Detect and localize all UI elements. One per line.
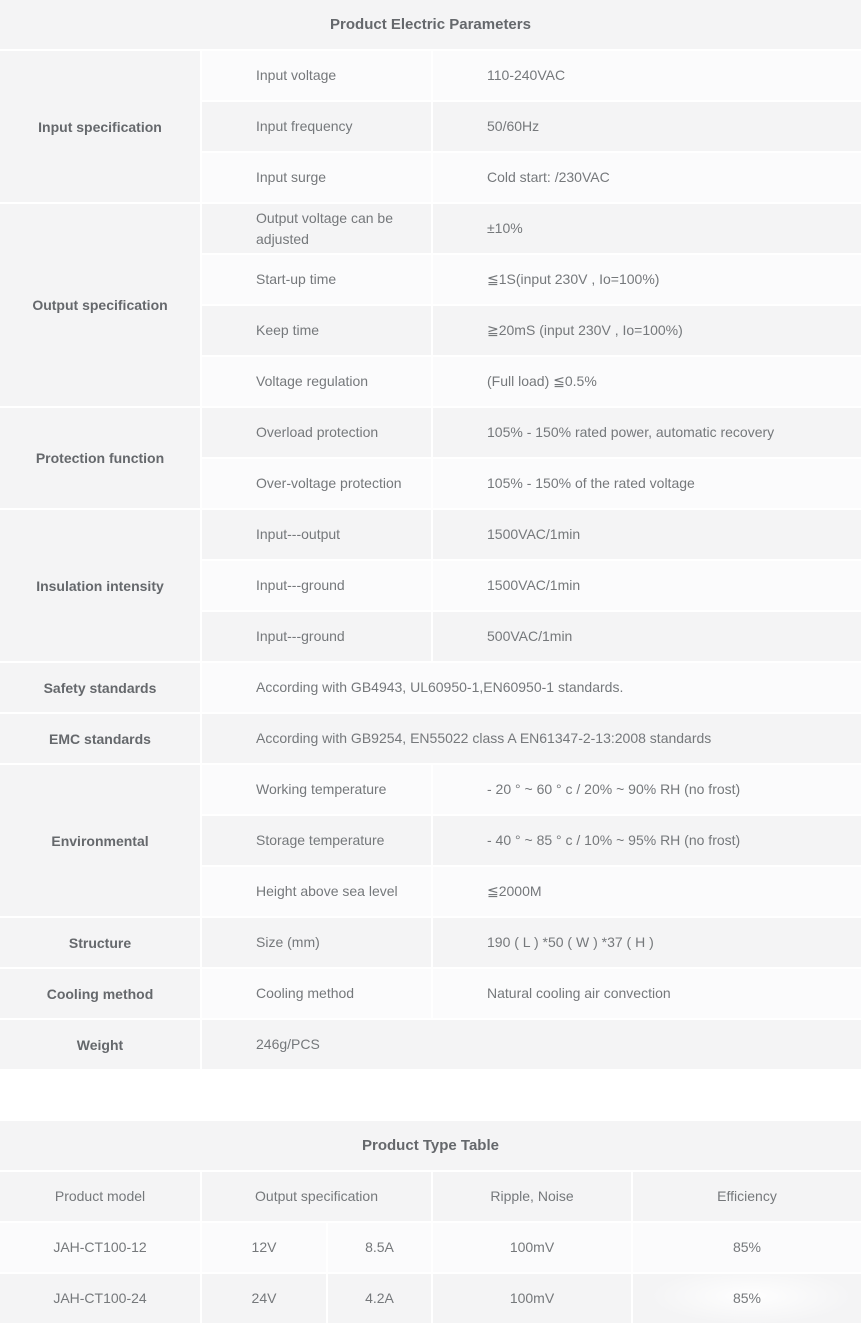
spec-param: Input---ground	[202, 612, 431, 661]
spec-value-merged: According with GB4943, UL60950-1,EN60950-1 standards.	[202, 663, 861, 712]
group-label-environmental: Environmental	[0, 765, 200, 916]
col-header-ripple-noise: Ripple, Noise	[433, 1172, 631, 1221]
spec-value: 50/60Hz	[433, 102, 861, 151]
type-row-ripple: 100mV	[433, 1223, 631, 1272]
type-row-model: JAH-CT100-12	[0, 1223, 200, 1272]
group-label-cooling-method: Cooling method	[0, 969, 200, 1018]
spec-param: Start-up time	[202, 255, 431, 304]
type-row-current: 4.2A	[328, 1274, 431, 1323]
spec-value-merged: 246g/PCS	[202, 1020, 861, 1069]
spec-value: - 20 ° ~ 60 ° c / 20% ~ 90% RH (no frost)	[433, 765, 861, 814]
spec-value: 190 ( L ) *50 ( W ) *37 ( H )	[433, 918, 861, 967]
spec-param: Over-voltage protection	[202, 459, 431, 508]
spec-value: Cold start: /230VAC	[433, 153, 861, 202]
spec-value: 500VAC/1min	[433, 612, 861, 661]
spec-value: 110-240VAC	[433, 51, 861, 100]
spec-param: Input---output	[202, 510, 431, 559]
spec-value: 105% - 150% rated power, automatic recovery	[433, 408, 861, 457]
col-header-product-model: Product model	[0, 1172, 200, 1221]
spec-param: Keep time	[202, 306, 431, 355]
spec-value: 1500VAC/1min	[433, 510, 861, 559]
group-label-insulation-intensity: Insulation intensity	[0, 510, 200, 661]
spec-value: ≦2000M	[433, 867, 861, 916]
type-row-efficiency: 85%	[633, 1274, 861, 1323]
spec-value: ≧20mS (input 230V , Io=100%)	[433, 306, 861, 355]
group-label-output-specification: Output specification	[0, 204, 200, 406]
spec-value: - 40 ° ~ 85 ° c / 10% ~ 95% RH (no frost)	[433, 816, 861, 865]
spec-value: (Full load) ≦0.5%	[433, 357, 861, 406]
spec-value: ≦1S(input 230V , Io=100%)	[433, 255, 861, 304]
type-row-current: 8.5A	[328, 1223, 431, 1272]
spec-param: Input frequency	[202, 102, 431, 151]
spec-param: Output voltage can be adjusted	[202, 204, 431, 253]
group-label-safety-standards: Safety standards	[0, 663, 200, 712]
product-type-table	[0, 1121, 861, 1323]
type-row-ripple: 100mV	[433, 1274, 631, 1323]
spec-param: Cooling method	[202, 969, 431, 1018]
spec-param: Working temperature	[202, 765, 431, 814]
col-header-output-specification: Output specification	[202, 1172, 431, 1221]
spec-param: Input---ground	[202, 561, 431, 610]
group-label-weight: Weight	[0, 1020, 200, 1069]
col-header-efficiency: Efficiency	[633, 1172, 861, 1221]
spec-value-merged: According with GB9254, EN55022 class A EN61347-2-13:2008 standards	[202, 714, 861, 763]
type-row-efficiency: 85%	[633, 1223, 861, 1272]
spec-param: Voltage regulation	[202, 357, 431, 406]
product-type-table-title: Product Type Table	[0, 1121, 861, 1170]
spec-param: Input voltage	[202, 51, 431, 100]
spec-param: Storage temperature	[202, 816, 431, 865]
spec-value: Natural cooling air convection	[433, 969, 861, 1018]
group-label-input-specification: Input specification	[0, 51, 200, 202]
spec-param: Height above sea level	[202, 867, 431, 916]
group-label-protection-function: Protection function	[0, 408, 200, 508]
type-row-model: JAH-CT100-24	[0, 1274, 200, 1323]
spec-value: 1500VAC/1min	[433, 561, 861, 610]
electric-parameters-title: Product Electric Parameters	[0, 0, 861, 49]
group-label-structure: Structure	[0, 918, 200, 967]
spec-param: Size (mm)	[202, 918, 431, 967]
group-label-emc-standards: EMC standards	[0, 714, 200, 763]
spec-value: ±10%	[433, 204, 861, 253]
spec-param: Overload protection	[202, 408, 431, 457]
type-row-voltage: 24V	[202, 1274, 326, 1323]
type-row-voltage: 12V	[202, 1223, 326, 1272]
spec-value: 105% - 150% of the rated voltage	[433, 459, 861, 508]
spec-param: Input surge	[202, 153, 431, 202]
